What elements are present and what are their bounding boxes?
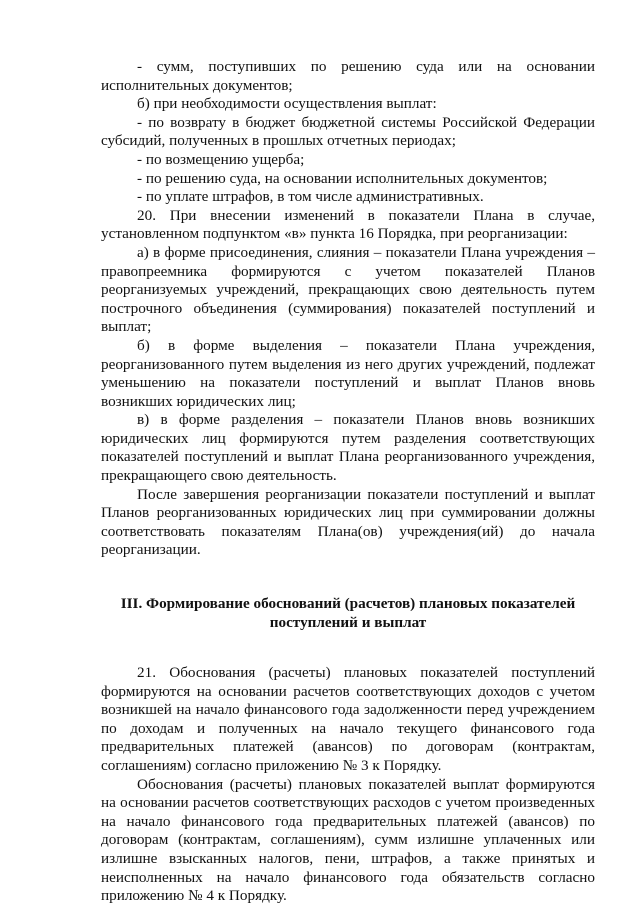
- paragraph-payments-item-b: б) при необходимости осуществления выплат:: [137, 95, 437, 113]
- paragraph-amounts-by-court: - сумм, поступивших по решению суда или на основании исполнительных документов;: [101, 58, 595, 94]
- paragraph-after-reorganization: После завершения реорганизации показатели поступлений и выплат Планов реорганизованных юридических лиц при суммировании должны соответствовать показателям Плана(ов) учреждения(ий) до начала реорганизации.: [101, 485, 595, 559]
- section-heading-iii: III. Формирование обоснований (расчетов) плановых показателей поступлений и выплат: [120, 595, 576, 632]
- paragraph-20-c-division: в) в форме разделения – показатели Планов вновь возникших юридических лиц формируются путем разделения соответствующих показателей поступлений и выплат Плана реорганизованного учреждения, прекращающего свою деятельность.: [101, 411, 595, 485]
- paragraph-21-payments: Обоснования (расчеты) плановых показателей выплат формируются на основании расчетов соответствующих расходов с учетом произведенных на начало финансового года предварительных платежей (авансов) по договорам (контрактам, соглашениям), сумм излишне уплаченных или излишне взысканных налогов, пени, штрафов, а также принятых и неисполненных на начало финансового года обязательств согласно приложению № 4 к Порядку.: [101, 775, 595, 905]
- document-page: [101, 58, 595, 906]
- paragraph-fines: - по уплате штрафов, в том числе административных.: [137, 188, 484, 206]
- paragraph-20-b-separation: б) в форме выделения – показатели Плана учреждения, реорганизованного путем выделения из него других учреждений, подлежат уменьшению на показатели поступлений и выплат Планов вновь возникших юридических лиц;: [101, 336, 595, 410]
- paragraph-20-reorganization: 20. При внесении изменений в показатели Плана в случае, установленном подпунктом «в» пункта 16 Порядка, при реорганизации:: [101, 206, 595, 243]
- paragraph-return-to-budget: - по возврату в бюджет бюджетной системы Российской Федерации субсидий, полученных в прошлых отчетных периодах;: [101, 113, 595, 150]
- paragraph-court-decision: - по решению суда, на основании исполнительных документов;: [137, 169, 548, 187]
- paragraph-damage-compensation: - по возмещению ущерба;: [137, 150, 305, 168]
- paragraph-20-a-merger: а) в форме присоединения, слияния – показатели Плана учреждения – правопреемника формируются с учетом показателей Планов реорганизуемых учреждений, прекращающих свою деятельность путем построчного объединения (суммирования) показателей поступлений и выплат;: [101, 243, 595, 336]
- paragraph-21-receipts: 21. Обоснования (расчеты) плановых показателей поступлений формируются на основании расчетов соответствующих доходов с учетом возникшей на начало финансового года задолженности перед учреждением по доходам и полученных на начало текущего финансового года предварительных платежей (авансов) по договорам (контрактам, соглашениям) согласно приложению № 3 к Порядку.: [101, 664, 595, 774]
